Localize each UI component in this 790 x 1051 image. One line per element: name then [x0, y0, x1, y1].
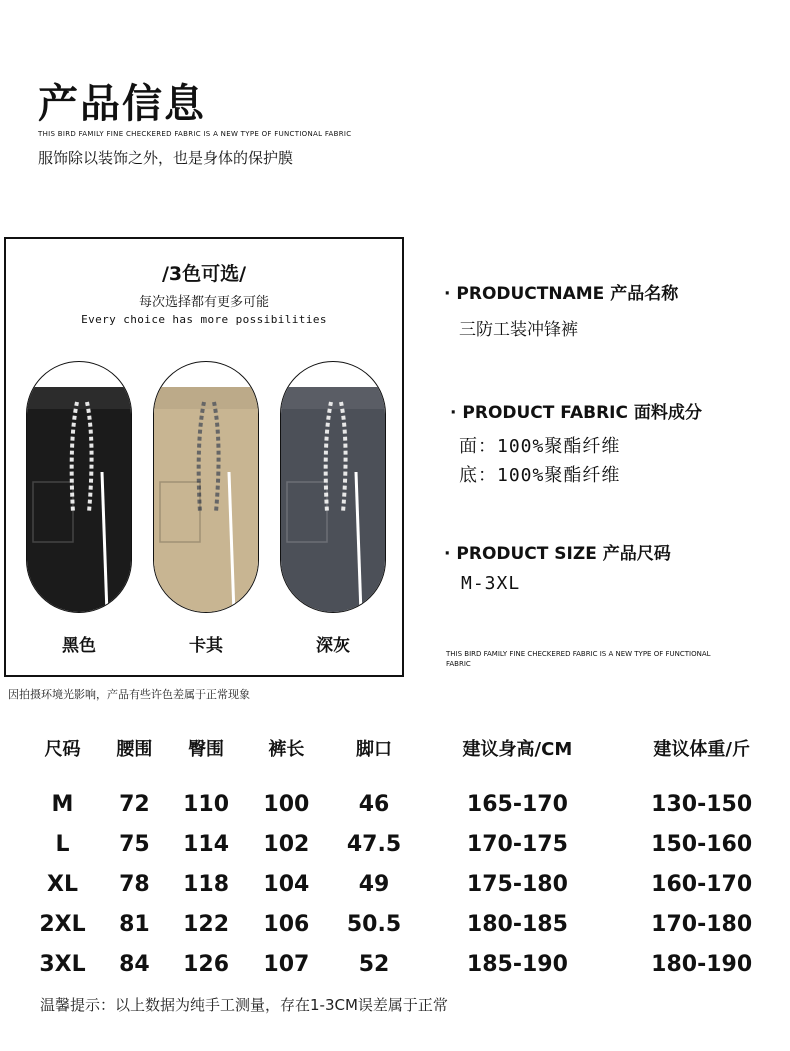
- table-row: [22, 864, 790, 904]
- table-cell: 78: [119, 871, 150, 897]
- photo-color-note: 因拍摄环境光影响，产品有些许色差属于正常现象: [8, 688, 250, 701]
- fabric-line-lining: 底：100%聚酯纤维: [459, 465, 621, 486]
- table-cell: M: [51, 791, 74, 817]
- bullet-dot: ·: [444, 544, 457, 564]
- color-label-black: 黑色: [62, 636, 96, 656]
- color-label-khaki: 卡其: [189, 636, 223, 656]
- product-name-value: 三防工装冲锋裤: [459, 320, 578, 340]
- table-cell: 180-185: [466, 911, 568, 937]
- table-cell: 175-180: [466, 871, 568, 897]
- header-length: 裤长: [268, 739, 305, 760]
- color-options-box: [4, 237, 404, 677]
- table-cell: 102: [263, 831, 310, 857]
- khaki-pants-swatch: [153, 361, 259, 613]
- darkgray-pants-swatch: [280, 361, 386, 613]
- color-options-subtitle: 每次选择都有更多可能: [138, 295, 269, 310]
- product-size-heading: [444, 539, 671, 564]
- header-tagline: THIS BIRD FAMILY FINE CHECKERED FABRIC IS A NEW TYPE OF FUNCTIONAL FABRIC: [38, 130, 352, 138]
- color-options-title: /3色可选/: [161, 263, 247, 285]
- footer-note: 温馨提示：以上数据为纯手工测量，存在1-3CM误差属于正常: [40, 996, 448, 1014]
- product-size-heading-text: PRODUCT SIZE 产品尺码: [456, 544, 671, 564]
- table-cell: 52: [358, 951, 390, 977]
- header-waist: 腰围: [116, 739, 153, 760]
- black-pants-swatch: [26, 361, 132, 613]
- header-hip: 臀围: [188, 739, 225, 760]
- table-cell: 49: [358, 871, 390, 897]
- product-fabric-heading: [450, 398, 702, 423]
- info-tagline: THIS BIRD FAMILY FINE CHECKERED FABRIC IS A NEW TYPE OF FUNCTIONAL FABRIC: [446, 650, 711, 668]
- table-cell: 185-190: [466, 951, 568, 977]
- table-cell: 126: [183, 951, 230, 977]
- table-row: [22, 784, 790, 824]
- color-label-darkgray: 深灰: [316, 636, 350, 656]
- table-cell: 2XL: [39, 911, 86, 937]
- bullet-dot: ·: [444, 284, 457, 304]
- pants-illustration: [27, 362, 132, 613]
- table-row: [22, 824, 790, 864]
- table-cell: 106: [263, 911, 310, 937]
- table-cell: 130-150: [651, 791, 753, 817]
- table-cell: 114: [183, 831, 230, 857]
- product-name-heading-text: PRODUCTNAME 产品名称: [456, 284, 679, 304]
- header-hem: 脚口: [356, 739, 393, 760]
- pants-illustration: [281, 362, 386, 613]
- table-cell: 170-175: [466, 831, 568, 857]
- size-table-header: [22, 730, 790, 766]
- table-cell: 122: [183, 911, 230, 937]
- table-cell: 165-170: [466, 791, 568, 817]
- product-name-heading: [444, 279, 678, 304]
- header-size: 尺码: [44, 739, 81, 760]
- product-size-value: M-3XL: [461, 573, 521, 594]
- table-cell: 47.5: [346, 831, 402, 857]
- table-cell: 50.5: [346, 911, 402, 937]
- table-cell: XL: [46, 871, 78, 897]
- table-cell: 150-160: [651, 831, 753, 857]
- table-cell: 3XL: [39, 951, 86, 977]
- pants-illustration: [154, 362, 259, 613]
- bullet-dot: ·: [450, 403, 463, 423]
- header-height: 建议身高/CM: [462, 739, 573, 760]
- table-cell: 72: [119, 791, 150, 817]
- table-cell: 100: [263, 791, 310, 817]
- table-cell: 81: [119, 911, 150, 937]
- table-cell: 107: [263, 951, 310, 977]
- table-cell: 110: [183, 791, 230, 817]
- table-cell: 180-190: [651, 951, 753, 977]
- header-subtitle: 服饰除以装饰之外，也是身体的保护膜: [38, 149, 294, 167]
- table-cell: 118: [183, 871, 230, 897]
- table-row: [22, 904, 790, 944]
- page-title: 产品信息: [38, 81, 206, 127]
- table-cell: 46: [358, 791, 390, 817]
- table-cell: 84: [119, 951, 150, 977]
- table-cell: 75: [119, 831, 150, 857]
- table-row: [22, 944, 790, 984]
- table-cell: 104: [263, 871, 310, 897]
- color-options-english: Every choice has more possibilities: [81, 313, 327, 326]
- fabric-line-outer: 面：100%聚酯纤维: [459, 436, 621, 457]
- table-cell: L: [55, 831, 70, 857]
- header-weight: 建议体重/斤: [653, 739, 750, 760]
- table-cell: 160-170: [651, 871, 753, 897]
- table-cell: 170-180: [651, 911, 753, 937]
- size-table: [22, 730, 790, 984]
- product-fabric-heading-text: PRODUCT FABRIC 面料成分: [462, 403, 702, 423]
